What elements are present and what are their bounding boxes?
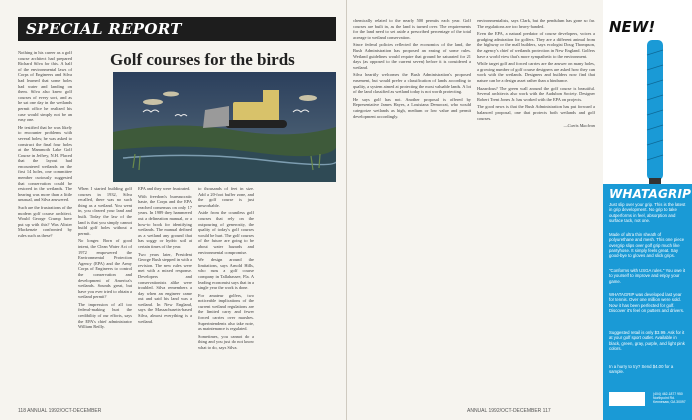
paragraph: Aside from the countless golf courses that rely on the outpouring of generosity, the quality of today's golf courses would be hurt. The golf courses of the future are going to be about water hazards and environmental compromise. [198,210,254,255]
article-column-4 [198,186,254,400]
paragraph: chemically related to the nearly 500 permits each year. Golf courses are built in, as the land is turned over. The requirements for the land need to set aside a prescribed percentage of the total acreage to wetland conservation. [353,18,471,40]
paragraph: The good news is that the Bush Administration has put forward a balanced proposal, one that protects both wetlands and golf courses. [477,104,595,121]
illustration-bulldozer-wetland [113,72,336,182]
right-page [347,0,692,420]
paragraph: The impression of all too federal-making hurt the credibility of our efforts, says the EPA's chief administrator William Reilly. [78,301,132,330]
article-column-3 [138,186,192,400]
special-report-banner [18,17,336,41]
golf-grip-photo [603,0,692,184]
ad-address: (404) 462-1877 950 Northpoint Rd. Kennesaw, GA 30097 [653,392,686,405]
whatagrip-advertisement [603,0,692,420]
paragraph: While target golf and forced carries are the answer on many holes, a growing number of golf course designers are asked how they can work with the wetlands. Designers and builders now find that nature can be a design asset rather than a hindrance. [477,61,595,83]
paragraph: No longer. Born of good intent, the Clean Water Act of 1972 empowered the Environmental Protection Agency (EPA) and the Army Corps of Engineers to control the conservation and development of America's wetlands. Sounds great, but have you ever tried to obtain a wetland permit? [78,238,132,300]
paragraph: Such are the frustrations of the modern golf course architect. Would George Crump have put up with this? Was Alister Mackenzie confronted by rules such as these? [18,205,72,238]
new-badge: NEW! [609,18,656,36]
paragraph: Sometimes, you cannot do a thing and you just do not know what to do, says Silva. [198,333,254,351]
paragraph: For amateur golfers, two noticeable implications of the current wetland regulations are the limited carry and fewer forced carries over marshes. Superintendents also take note, as maintenance is regulated. [198,292,254,332]
paragraph: With freedom's bureaucratic haste, the Corps and the EPA reached consensus on only 17 years. In 1989 they hammered out a delineation manual, or a how-to book for identifying wetlands. The manual defined as a wetland any ground that has soggy or hydric soil at certain times of the year. [138,193,192,249]
ad-copy: Made of ultra thin sheath of polyurethane and mesh. This one piece overgrip slips over golf grip much like pantyhose. It simply feels great. Say good-bye to gloves and slick grips. [609,232,685,259]
paragraph: environmentalists, says Clark, but the pendulum has gone so far. The regulations are too heavy-handed. [477,18,595,29]
ad-copy: WHATAGRIP was developed last year for tennis. Over one million were sold. Now it has been perfected for golf. Discover it's feel on putters and drivers. [609,292,685,313]
ad-brand: WHATAGRIP [609,187,692,201]
article-column-1 [18,50,72,400]
article-headline: Golf courses for the birds [110,50,295,69]
paragraph: Silva heartily welcomes the Bush Administration's proposed easement, but would prefer a classification of lands according to quality, a system aimed at protecting the most valuable lands. A lot of the land classified as wetland today is not worth protecting. [353,72,471,95]
page-folio-right: ANNUAL 1992/OCT-DECEMBER 117 [467,408,551,414]
paragraph: Even the EPA, a natural predator of course developers, voices a grudging admiration for golfers. They are a different animal from the highway or the mall builders, says ecologist Doug Thompson, the agency's chief of wetlands protection in New England. Golfers have a world view that's more sympathetic to the environment. [477,31,595,59]
ad-copy: "Conforms with USGA rules." You owe it to yourself to improve and enjoy your game. [609,268,686,284]
author-signature: —Curtis Maclean [563,123,595,129]
paragraph: He testified that he was likely to encounter problems with several holes; he was asked to construct the final four holes at the Mammoth Lake Golf Course in Jeffrey, N.H. Placed that the layout had encountered wetlands on the first 14 holes, one committee member curiously suggested that conservation could be restored in the wetlands. The hearing was more than a little unusual, and Silva answered. [18,124,72,203]
ad-copy: Suggested retail is only $3.99. Ask for it at your golf sport outlet. Available in black, green, gray, purple, and light pink colors. [609,330,685,351]
paragraph: Nothing in his career as a golf course architect had prepared Richard Silva for this. A half of the environmental laws of Corps of Engineers and Silva had learned that some holes had water and landing on them. Silva also knew golf courses of every sort, and as he sat one day in the wetlands permit office he realized his case would simply not be an easy one. [18,50,72,123]
product-photo-panel [603,0,692,184]
paragraph: Since federal policies reflected the economics of the land, the Bush Administration has proposed an easing of some rules. Wetland guidelines would require that ground be saturated for 21 days (as opposed to the current seven) before it is considered a wetland. [353,42,471,70]
paragraph: EPA and they were frustrated. [138,186,191,191]
banner-label: SPECIAL REPORT [26,20,182,38]
paragraph: We design around the limitations, says Arnold Hills, who runs a golf course company in Tallahassee, Fla. A leading economist says that in a single year the work is done. [198,257,254,291]
article-column-6 [477,18,595,402]
paragraph: When I started building golf courses in 1932, Silva recalled, there was no such thing as a wetland. You went in, you cleared your land and built. Today the law of the land is that you simply cannot build golf holes without a permit. [78,186,132,236]
paragraph: Two years later, President George Bush stepped in with a revision. The new rules were met with a mixed response. Developers and conservationists alike were troubled. Silva remembers a day when an engineer came out and said his land was a wetland. In New England, says the Massachusetts-based Silva, almost everything is a wetland. [138,251,192,324]
paragraph: Hazardous? The green wall around the golf course is beautiful. Several architects also work with the Audubon Society. Designer Robert Trent Jones Jr. has worked with the EPA on projects. [477,85,595,102]
paragraph: He says golf has not. Another proposal is offered by Representative James Hayes, a Louisiana Democrat, who would categorize wetlands as high, medium or low value and permit development accordingly. [353,96,471,119]
company-logo [609,392,645,406]
article-column-2 [78,186,132,400]
article-column-5 [353,18,471,402]
editorial-illustration [113,72,336,182]
paragraph: to thousands of feet in size. Add a 20-foot buffer zone, and the golf course is just unworkable. [198,186,254,208]
page-folio-left: 118 ANNUAL 1992/OCT-DECEMBER [18,408,102,414]
ad-copy: Just slip over your grip. This is the latest in grip development. No grip to take outperforms in feel, absorption and surface tack, not one. [609,202,686,223]
ad-copy: In a hurry to try? Send $4.00 for a sample. [609,364,674,375]
